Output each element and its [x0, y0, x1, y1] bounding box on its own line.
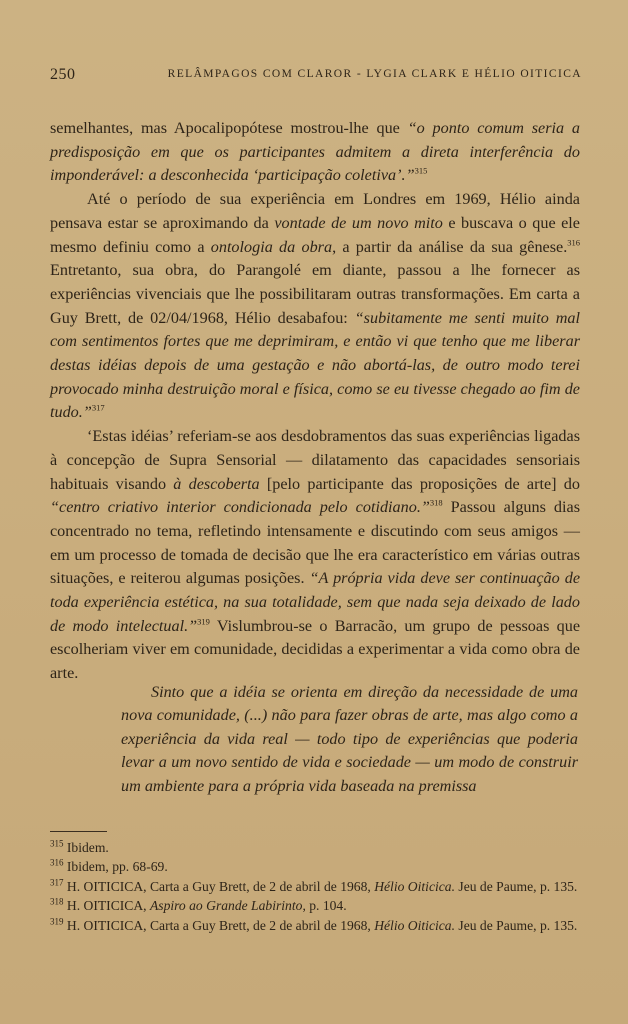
footnote-ref: 318 — [429, 497, 443, 508]
text-run: ‘Estas idéias’ referiam-se aos desdobramentos das suas experiências ligadas à concepção de Supra Sensorial — dilatamento das capacidades sensoriais habituais visando — [50, 427, 580, 493]
text-run: , a partir da análise da sua gênese. — [332, 237, 568, 256]
text-run: Entretanto, sua obra, do Parangolé em diante, passou a lhe fornecer as experiências vivenciais que lhe possibilitaram outras transformações. Em carta a Guy Brett, de 02/04/1968, Hélio desabafou: — [50, 261, 580, 327]
text-run: semelhantes, mas Apocalipopótese mostrou-lhe que — [50, 119, 408, 137]
footnote-title: Aspiro ao Grande Labirinto — [149, 898, 303, 914]
footnote-number: 316 — [50, 857, 64, 868]
text-run: [pelo participante das proposições de arte] do — [259, 474, 580, 493]
footnote-text: Jeu de Paume, p. 135. — [455, 878, 578, 894]
footnote-text: H. OITICICA, Carta a Guy Brett, de 2 de abril de 1968, — [66, 917, 375, 933]
quotation-italic: “A própria vida deve ser continuação de toda experiência estética, na sua totalidade, sem que nada seja deixado de lado de modo intelectual.” — [50, 569, 580, 635]
quotation-italic: “centro criativo interior condicionada pelo cotidiano.” — [50, 498, 430, 517]
footnote-ref: 319 — [197, 616, 210, 627]
footnote-ref: 315 — [414, 166, 428, 177]
footnote-title: Hélio Oiticica. — [374, 917, 455, 933]
footnote-item — [50, 896, 582, 915]
footnote-item — [50, 877, 582, 896]
footnote-ref: 316 — [567, 237, 581, 248]
footnote-ref: 317 — [91, 403, 105, 414]
footnote-text: Ibidem, pp. 68-69. — [66, 859, 168, 875]
page-header — [50, 66, 582, 88]
text-run: Passou alguns dias concentrado no tema, refletindo intensamente e discutindo com seus amigos — em um processo de tomada de decisão que lhe era característico em várias outras situações, e reiterou algumas posições. — [50, 498, 581, 588]
paragraph-1 — [50, 117, 580, 188]
block-quote: Sinto que a idéia se orienta em direção da necessidade de uma nova comunidade, (...) não para fazer obras de arte, mas algo como a experiência da vida real — todo tipo de experiências que poderia levar a um novo sentido de vida e sociedade — um modo de construir um ambiente para a própria vida baseada na premissa — [121, 683, 578, 795]
footnote-text: , p. 104. — [302, 898, 347, 914]
body-text — [50, 117, 580, 686]
page-number: 250 — [50, 66, 76, 83]
quotation-italic: “o ponto comum seria a predisposição em que os participantes admitem a direta interferência do imponderável: a desconhecida ‘participação coletiva’.” — [50, 119, 580, 185]
footnote-item — [50, 838, 582, 857]
footnote-item — [50, 857, 582, 876]
footnote-number: 315 — [50, 838, 64, 849]
italic-phrase: ontologia da obra — [210, 237, 333, 256]
footnote-title: Hélio Oiticica. — [374, 878, 455, 894]
footnote-text: Jeu de Paume, p. 135. — [455, 917, 578, 933]
footnote-number: 317 — [50, 877, 64, 888]
quotation-italic: “subitamente me senti muito mal com sentimentos fortes que me deprimiram, e então vi que tenho que me liberar destas idéias depois de uma gestação e não abortá-las, de outro modo terei provocado minha destruição moral e física, como se eu tivesse chegado ao fim de tudo.” — [50, 308, 580, 422]
italic-phrase: à descoberta — [173, 474, 260, 493]
italic-phrase: vontade de um novo mito — [274, 213, 443, 232]
footnote-number: 319 — [50, 916, 64, 927]
footnote-item — [50, 916, 582, 935]
footnote-text: H. OITICICA, Carta a Guy Brett, de 2 de abril de 1968, — [66, 878, 375, 894]
footnotes — [50, 838, 582, 935]
paragraph-3 — [50, 425, 580, 686]
footnote-number: 318 — [50, 896, 64, 907]
paragraph-2 — [50, 188, 580, 425]
footnote-divider — [50, 831, 107, 832]
text-run: Até o período de sua experiência em Londres em 1969, Hélio ainda pensava estar se aproximando da — [50, 190, 580, 232]
text-run: e buscava o que ele mesmo definiu como a — [50, 213, 580, 256]
running-head: RELÂMPAGOS COM CLAROR - LYGIA CLARK E HÉLIO OITICICA — [167, 68, 582, 80]
text-run: Vislumbrou-se o Barracão, um grupo de pessoas que escolheriam viver em comunidade, decididas a experimentar a vida como obra de arte. — [50, 616, 580, 683]
footnote-text: Ibidem. — [66, 840, 109, 855]
footnote-text: H. OITICICA, — [66, 898, 150, 914]
